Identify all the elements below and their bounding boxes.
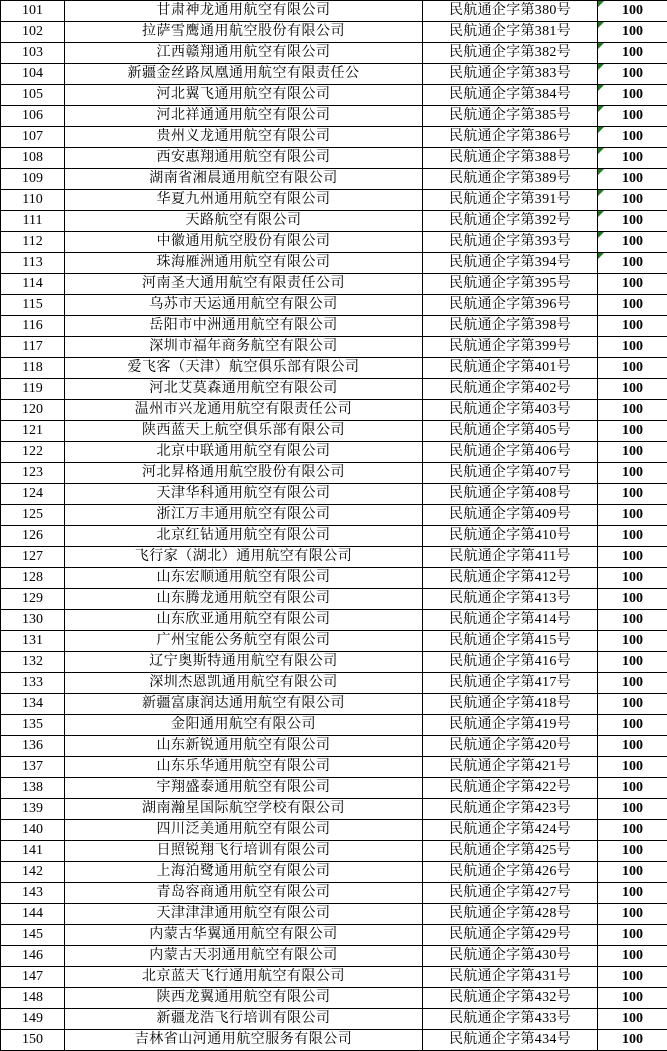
table-row	[1, 883, 667, 904]
company-name-cell[interactable]: 吉林省山河通用航空服务有限公司	[65, 1030, 423, 1051]
company-name-cell[interactable]: 爱飞客（天津）航空俱乐部有限公司	[65, 358, 423, 379]
table-row	[1, 106, 667, 127]
company-name-cell[interactable]: 陕西龙翼通用航空有限公司	[65, 988, 423, 1009]
score-cell[interactable]: 100	[598, 148, 667, 169]
score-cell[interactable]: 100	[598, 43, 667, 64]
row-number-cell[interactable]: 143	[1, 883, 65, 904]
score-cell[interactable]: 100	[598, 652, 667, 673]
score-cell[interactable]: 100	[598, 127, 667, 148]
score-cell[interactable]: 100	[598, 274, 667, 295]
row-number-cell[interactable]: 148	[1, 988, 65, 1009]
company-name-cell[interactable]: 山东欣亚通用航空有限公司	[65, 610, 423, 631]
company-name-cell[interactable]: 山东新锐通用航空有限公司	[65, 736, 423, 757]
score-cell[interactable]: 100	[598, 883, 667, 904]
score-cell[interactable]: 100	[598, 442, 667, 463]
company-name-cell[interactable]: 金阳通用航空有限公司	[65, 715, 423, 736]
table-row	[1, 610, 667, 631]
table-row	[1, 736, 667, 757]
certificate-number-cell[interactable]: 民航通企字第414号	[423, 610, 598, 631]
company-name-cell[interactable]: 山东乐华通用航空有限公司	[65, 757, 423, 778]
certificate-number-cell[interactable]: 民航通企字第401号	[423, 358, 598, 379]
score-cell[interactable]: 100	[598, 505, 667, 526]
certificate-number-cell[interactable]: 民航通企字第380号	[423, 1, 598, 22]
row-number-cell[interactable]: 112	[1, 232, 65, 253]
row-number-cell[interactable]: 123	[1, 463, 65, 484]
score-cell[interactable]: 100	[598, 841, 667, 862]
row-number-cell[interactable]: 114	[1, 274, 65, 295]
certificate-number-cell[interactable]: 民航通企字第420号	[423, 736, 598, 757]
table-row	[1, 463, 667, 484]
table-row	[1, 652, 667, 673]
row-number-cell[interactable]: 144	[1, 904, 65, 925]
certificate-number-cell[interactable]: 民航通企字第426号	[423, 862, 598, 883]
score-cell[interactable]: 100	[598, 295, 667, 316]
table-row	[1, 589, 667, 610]
company-name-cell[interactable]: 青岛容商通用航空有限公司	[65, 883, 423, 904]
table-row	[1, 484, 667, 505]
company-name-cell[interactable]: 河北昇格通用航空股份有限公司	[65, 463, 423, 484]
row-number-cell[interactable]: 146	[1, 946, 65, 967]
table-row	[1, 778, 667, 799]
table-row	[1, 967, 667, 988]
company-name-cell[interactable]: 辽宁奥斯特通用航空有限公司	[65, 652, 423, 673]
score-cell[interactable]: 100	[598, 253, 667, 274]
table-row	[1, 904, 667, 925]
row-number-cell[interactable]: 125	[1, 505, 65, 526]
score-cell[interactable]: 100	[598, 232, 667, 253]
table-row	[1, 442, 667, 463]
certificate-number-cell[interactable]: 民航通企字第416号	[423, 652, 598, 673]
score-cell[interactable]: 100	[598, 190, 667, 211]
score-cell[interactable]: 100	[598, 904, 667, 925]
score-cell[interactable]: 100	[598, 631, 667, 652]
company-name-cell[interactable]: 山东腾龙通用航空有限公司	[65, 589, 423, 610]
company-name-cell[interactable]: 华夏九州通用航空有限公司	[65, 190, 423, 211]
score-cell[interactable]: 100	[598, 568, 667, 589]
certificate-number-cell[interactable]: 民航通企字第403号	[423, 400, 598, 421]
table-row	[1, 568, 667, 589]
certificate-number-cell[interactable]: 民航通企字第427号	[423, 883, 598, 904]
company-name-cell[interactable]: 日照锐翔飞行培训有限公司	[65, 841, 423, 862]
row-number-cell[interactable]: 109	[1, 169, 65, 190]
row-number-cell[interactable]: 145	[1, 925, 65, 946]
company-name-cell[interactable]: 陕西蓝天上航空俱乐部有限公司	[65, 421, 423, 442]
score-cell[interactable]: 100	[598, 169, 667, 190]
company-name-cell[interactable]: 岳阳市中洲通用航空有限公司	[65, 316, 423, 337]
company-name-cell[interactable]: 上海泊鹭通用航空有限公司	[65, 862, 423, 883]
row-number-cell[interactable]: 129	[1, 589, 65, 610]
row-number-cell[interactable]: 150	[1, 1030, 65, 1051]
certificate-number-cell[interactable]: 民航通企字第406号	[423, 442, 598, 463]
table-row	[1, 85, 667, 106]
table-row	[1, 505, 667, 526]
company-name-cell[interactable]: 飞行家（湖北）通用航空有限公司	[65, 547, 423, 568]
table-row	[1, 841, 667, 862]
table-body	[1, 1, 667, 1051]
score-cell[interactable]: 100	[598, 967, 667, 988]
table-row	[1, 925, 667, 946]
certificate-number-cell[interactable]: 民航通企字第402号	[423, 379, 598, 400]
row-number-cell[interactable]: 118	[1, 358, 65, 379]
company-name-cell[interactable]: 山东宏顺通用航空有限公司	[65, 568, 423, 589]
certificate-number-cell[interactable]: 民航通企字第383号	[423, 64, 598, 85]
score-cell[interactable]: 100	[598, 757, 667, 778]
table-row	[1, 862, 667, 883]
certificate-number-cell[interactable]: 民航通企字第393号	[423, 232, 598, 253]
company-name-cell[interactable]: 宇翔盛泰通用航空有限公司	[65, 778, 423, 799]
score-cell[interactable]: 100	[598, 358, 667, 379]
company-name-cell[interactable]: 河北艾莫森通用航空有限公司	[65, 379, 423, 400]
company-name-cell[interactable]: 新疆金丝路凤凰通用航空有限责任公	[65, 64, 423, 85]
table-row	[1, 421, 667, 442]
row-number-cell[interactable]: 141	[1, 841, 65, 862]
row-number-cell[interactable]: 124	[1, 484, 65, 505]
certificate-number-cell[interactable]: 民航通企字第394号	[423, 253, 598, 274]
row-number-cell[interactable]: 126	[1, 526, 65, 547]
certificate-number-cell[interactable]: 民航通企字第424号	[423, 820, 598, 841]
company-name-cell[interactable]: 湖南瀚星国际航空学校有限公司	[65, 799, 423, 820]
table-row	[1, 43, 667, 64]
table-row	[1, 211, 667, 232]
table-row	[1, 1009, 667, 1030]
score-cell[interactable]: 100	[598, 1030, 667, 1051]
company-name-cell[interactable]: 湖南省湘晨通用航空有限公司	[65, 169, 423, 190]
row-number-cell[interactable]: 142	[1, 862, 65, 883]
certificate-number-cell[interactable]: 民航通企字第415号	[423, 631, 598, 652]
row-number-cell[interactable]: 113	[1, 253, 65, 274]
score-cell[interactable]: 100	[598, 820, 667, 841]
company-name-cell[interactable]: 新疆龙浩飞行培训有限公司	[65, 1009, 423, 1030]
row-number-cell[interactable]: 107	[1, 127, 65, 148]
company-name-cell[interactable]: 中徽通用航空股份有限公司	[65, 232, 423, 253]
certificate-number-cell[interactable]: 民航通企字第434号	[423, 1030, 598, 1051]
score-cell[interactable]: 100	[598, 1, 667, 22]
table-row	[1, 190, 667, 211]
table-row	[1, 1030, 667, 1051]
certificate-number-cell[interactable]: 民航通企字第407号	[423, 463, 598, 484]
company-name-cell[interactable]: 内蒙古天羽通用航空有限公司	[65, 946, 423, 967]
company-name-cell[interactable]: 天路航空有限公司	[65, 211, 423, 232]
table-row	[1, 232, 667, 253]
table-row	[1, 631, 667, 652]
certificate-number-cell[interactable]: 民航通企字第413号	[423, 589, 598, 610]
score-cell[interactable]: 100	[598, 211, 667, 232]
table-row	[1, 946, 667, 967]
certificate-number-cell[interactable]: 民航通企字第382号	[423, 43, 598, 64]
company-name-cell[interactable]: 河南圣大通用航空有限责任公司	[65, 274, 423, 295]
score-cell[interactable]: 100	[598, 715, 667, 736]
table-row	[1, 694, 667, 715]
row-number-cell[interactable]: 101	[1, 1, 65, 22]
score-cell[interactable]: 100	[598, 316, 667, 337]
row-number-cell[interactable]: 117	[1, 337, 65, 358]
row-number-cell[interactable]: 103	[1, 43, 65, 64]
row-number-cell[interactable]: 116	[1, 316, 65, 337]
company-name-cell[interactable]: 河北祥通通用航空有限公司	[65, 106, 423, 127]
row-number-cell[interactable]: 131	[1, 631, 65, 652]
company-name-cell[interactable]: 四川泛美通用航空有限公司	[65, 820, 423, 841]
score-cell[interactable]: 100	[598, 610, 667, 631]
table-row	[1, 148, 667, 169]
row-number-cell[interactable]: 139	[1, 799, 65, 820]
row-number-cell[interactable]: 105	[1, 85, 65, 106]
table-row	[1, 169, 667, 190]
certificate-number-cell[interactable]: 民航通企字第388号	[423, 148, 598, 169]
score-cell[interactable]: 100	[598, 85, 667, 106]
row-number-cell[interactable]: 122	[1, 442, 65, 463]
table-row	[1, 127, 667, 148]
row-number-cell[interactable]: 147	[1, 967, 65, 988]
certificate-number-cell[interactable]: 民航通企字第433号	[423, 1009, 598, 1030]
company-name-cell[interactable]: 北京红钻通用航空有限公司	[65, 526, 423, 547]
score-cell[interactable]: 100	[598, 400, 667, 421]
table-row	[1, 253, 667, 274]
table-row	[1, 316, 667, 337]
company-name-cell[interactable]: 珠海雁洲通用航空有限公司	[65, 253, 423, 274]
company-name-cell[interactable]: 贵州义龙通用航空有限公司	[65, 127, 423, 148]
row-number-cell[interactable]: 136	[1, 736, 65, 757]
certificate-number-cell[interactable]: 民航通企字第431号	[423, 967, 598, 988]
score-cell[interactable]: 100	[598, 589, 667, 610]
table-row	[1, 64, 667, 85]
table-row	[1, 673, 667, 694]
certificate-number-cell[interactable]: 民航通企字第405号	[423, 421, 598, 442]
certificate-number-cell[interactable]: 民航通企字第381号	[423, 22, 598, 43]
table-row	[1, 358, 667, 379]
score-cell[interactable]: 100	[598, 1009, 667, 1030]
score-cell[interactable]: 100	[598, 925, 667, 946]
score-cell[interactable]: 100	[598, 778, 667, 799]
row-number-cell[interactable]: 149	[1, 1009, 65, 1030]
table-row	[1, 547, 667, 568]
score-cell[interactable]: 100	[598, 673, 667, 694]
row-number-cell[interactable]: 106	[1, 106, 65, 127]
score-cell[interactable]: 100	[598, 379, 667, 400]
company-name-cell[interactable]: 广州宝能公务航空有限公司	[65, 631, 423, 652]
certificate-number-cell[interactable]: 民航通企字第421号	[423, 757, 598, 778]
score-cell[interactable]: 100	[598, 64, 667, 85]
score-cell[interactable]: 100	[598, 463, 667, 484]
company-name-cell[interactable]: 天津华科通用航空有限公司	[65, 484, 423, 505]
certificate-number-cell[interactable]: 民航通企字第386号	[423, 127, 598, 148]
certificate-number-cell[interactable]: 民航通企字第389号	[423, 169, 598, 190]
table-row	[1, 295, 667, 316]
certificate-number-cell[interactable]: 民航通企字第428号	[423, 904, 598, 925]
score-cell[interactable]: 100	[598, 988, 667, 1009]
company-name-cell[interactable]: 新疆富康润达通用航空有限公司	[65, 694, 423, 715]
row-number-cell[interactable]: 121	[1, 421, 65, 442]
score-cell[interactable]: 100	[598, 484, 667, 505]
company-name-cell[interactable]: 北京中联通用航空有限公司	[65, 442, 423, 463]
certificate-number-cell[interactable]: 民航通企字第410号	[423, 526, 598, 547]
row-number-cell[interactable]: 128	[1, 568, 65, 589]
row-number-cell[interactable]: 102	[1, 22, 65, 43]
table-row	[1, 526, 667, 547]
company-name-cell[interactable]: 内蒙古华翼通用航空有限公司	[65, 925, 423, 946]
row-number-cell[interactable]: 130	[1, 610, 65, 631]
certificate-number-cell[interactable]: 民航通企字第419号	[423, 715, 598, 736]
table-row	[1, 337, 667, 358]
certificate-number-cell[interactable]: 民航通企字第391号	[423, 190, 598, 211]
score-cell[interactable]: 100	[598, 547, 667, 568]
row-number-cell[interactable]: 137	[1, 757, 65, 778]
row-number-cell[interactable]: 111	[1, 211, 65, 232]
company-name-cell[interactable]: 甘肃神龙通用航空有限公司	[65, 1, 423, 22]
table-row	[1, 820, 667, 841]
row-number-cell[interactable]: 133	[1, 673, 65, 694]
certificate-number-cell[interactable]: 民航通企字第398号	[423, 316, 598, 337]
certificate-number-cell[interactable]: 民航通企字第384号	[423, 85, 598, 106]
certificate-number-cell[interactable]: 民航通企字第432号	[423, 988, 598, 1009]
row-number-cell[interactable]: 127	[1, 547, 65, 568]
company-name-cell[interactable]: 拉萨雪鹰通用航空股份有限公司	[65, 22, 423, 43]
certificate-number-cell[interactable]: 民航通企字第392号	[423, 211, 598, 232]
company-name-cell[interactable]: 温州市兴龙通用航空有限责任公司	[65, 400, 423, 421]
table-row	[1, 379, 667, 400]
score-cell[interactable]: 100	[598, 799, 667, 820]
company-name-cell[interactable]: 乌苏市天运通用航空有限公司	[65, 295, 423, 316]
company-name-cell[interactable]: 深圳市福年商务航空有限公司	[65, 337, 423, 358]
score-cell[interactable]: 100	[598, 337, 667, 358]
table-row	[1, 715, 667, 736]
row-number-cell[interactable]: 134	[1, 694, 65, 715]
certificate-number-cell[interactable]: 民航通企字第412号	[423, 568, 598, 589]
table-row	[1, 799, 667, 820]
certificate-number-cell[interactable]: 民航通企字第395号	[423, 274, 598, 295]
certificate-number-cell[interactable]: 民航通企字第409号	[423, 505, 598, 526]
score-cell[interactable]: 100	[598, 694, 667, 715]
table-row	[1, 22, 667, 43]
certificate-number-cell[interactable]: 民航通企字第385号	[423, 106, 598, 127]
score-cell[interactable]: 100	[598, 526, 667, 547]
certificate-number-cell[interactable]: 民航通企字第422号	[423, 778, 598, 799]
certificate-number-cell[interactable]: 民航通企字第418号	[423, 694, 598, 715]
row-number-cell[interactable]: 135	[1, 715, 65, 736]
certificate-number-cell[interactable]: 民航通企字第408号	[423, 484, 598, 505]
score-cell[interactable]: 100	[598, 862, 667, 883]
certificate-number-cell[interactable]: 民航通企字第417号	[423, 673, 598, 694]
company-name-cell[interactable]: 北京蓝天飞行通用航空有限公司	[65, 967, 423, 988]
score-cell[interactable]: 100	[598, 421, 667, 442]
row-number-cell[interactable]: 115	[1, 295, 65, 316]
score-cell[interactable]: 100	[598, 22, 667, 43]
certificate-number-cell[interactable]: 民航通企字第399号	[423, 337, 598, 358]
certificate-number-cell[interactable]: 民航通企字第396号	[423, 295, 598, 316]
certificate-number-cell[interactable]: 民航通企字第423号	[423, 799, 598, 820]
company-name-cell[interactable]: 河北翼飞通用航空有限公司	[65, 85, 423, 106]
certificate-number-cell[interactable]: 民航通企字第425号	[423, 841, 598, 862]
table-row	[1, 757, 667, 778]
company-name-cell[interactable]: 天津津津通用航空有限公司	[65, 904, 423, 925]
company-name-cell[interactable]: 江西赣翔通用航空有限公司	[65, 43, 423, 64]
row-number-cell[interactable]: 119	[1, 379, 65, 400]
table-row	[1, 274, 667, 295]
table-row	[1, 988, 667, 1009]
row-number-cell[interactable]: 108	[1, 148, 65, 169]
row-number-cell[interactable]: 120	[1, 400, 65, 421]
score-cell[interactable]: 100	[598, 736, 667, 757]
table-row	[1, 1, 667, 22]
certificate-number-cell[interactable]: 民航通企字第411号	[423, 547, 598, 568]
table-row	[1, 400, 667, 421]
row-number-cell[interactable]: 104	[1, 64, 65, 85]
score-cell[interactable]: 100	[598, 106, 667, 127]
company-name-cell[interactable]: 西安惠翔通用航空有限公司	[65, 148, 423, 169]
company-name-cell[interactable]: 浙江万丰通用航空有限公司	[65, 505, 423, 526]
company-name-cell[interactable]: 深圳杰恩凯通用航空有限公司	[65, 673, 423, 694]
score-cell[interactable]: 100	[598, 946, 667, 967]
row-number-cell[interactable]: 132	[1, 652, 65, 673]
certificate-number-cell[interactable]: 民航通企字第430号	[423, 946, 598, 967]
certificate-number-cell[interactable]: 民航通企字第429号	[423, 925, 598, 946]
row-number-cell[interactable]: 138	[1, 778, 65, 799]
row-number-cell[interactable]: 140	[1, 820, 65, 841]
row-number-cell[interactable]: 110	[1, 190, 65, 211]
